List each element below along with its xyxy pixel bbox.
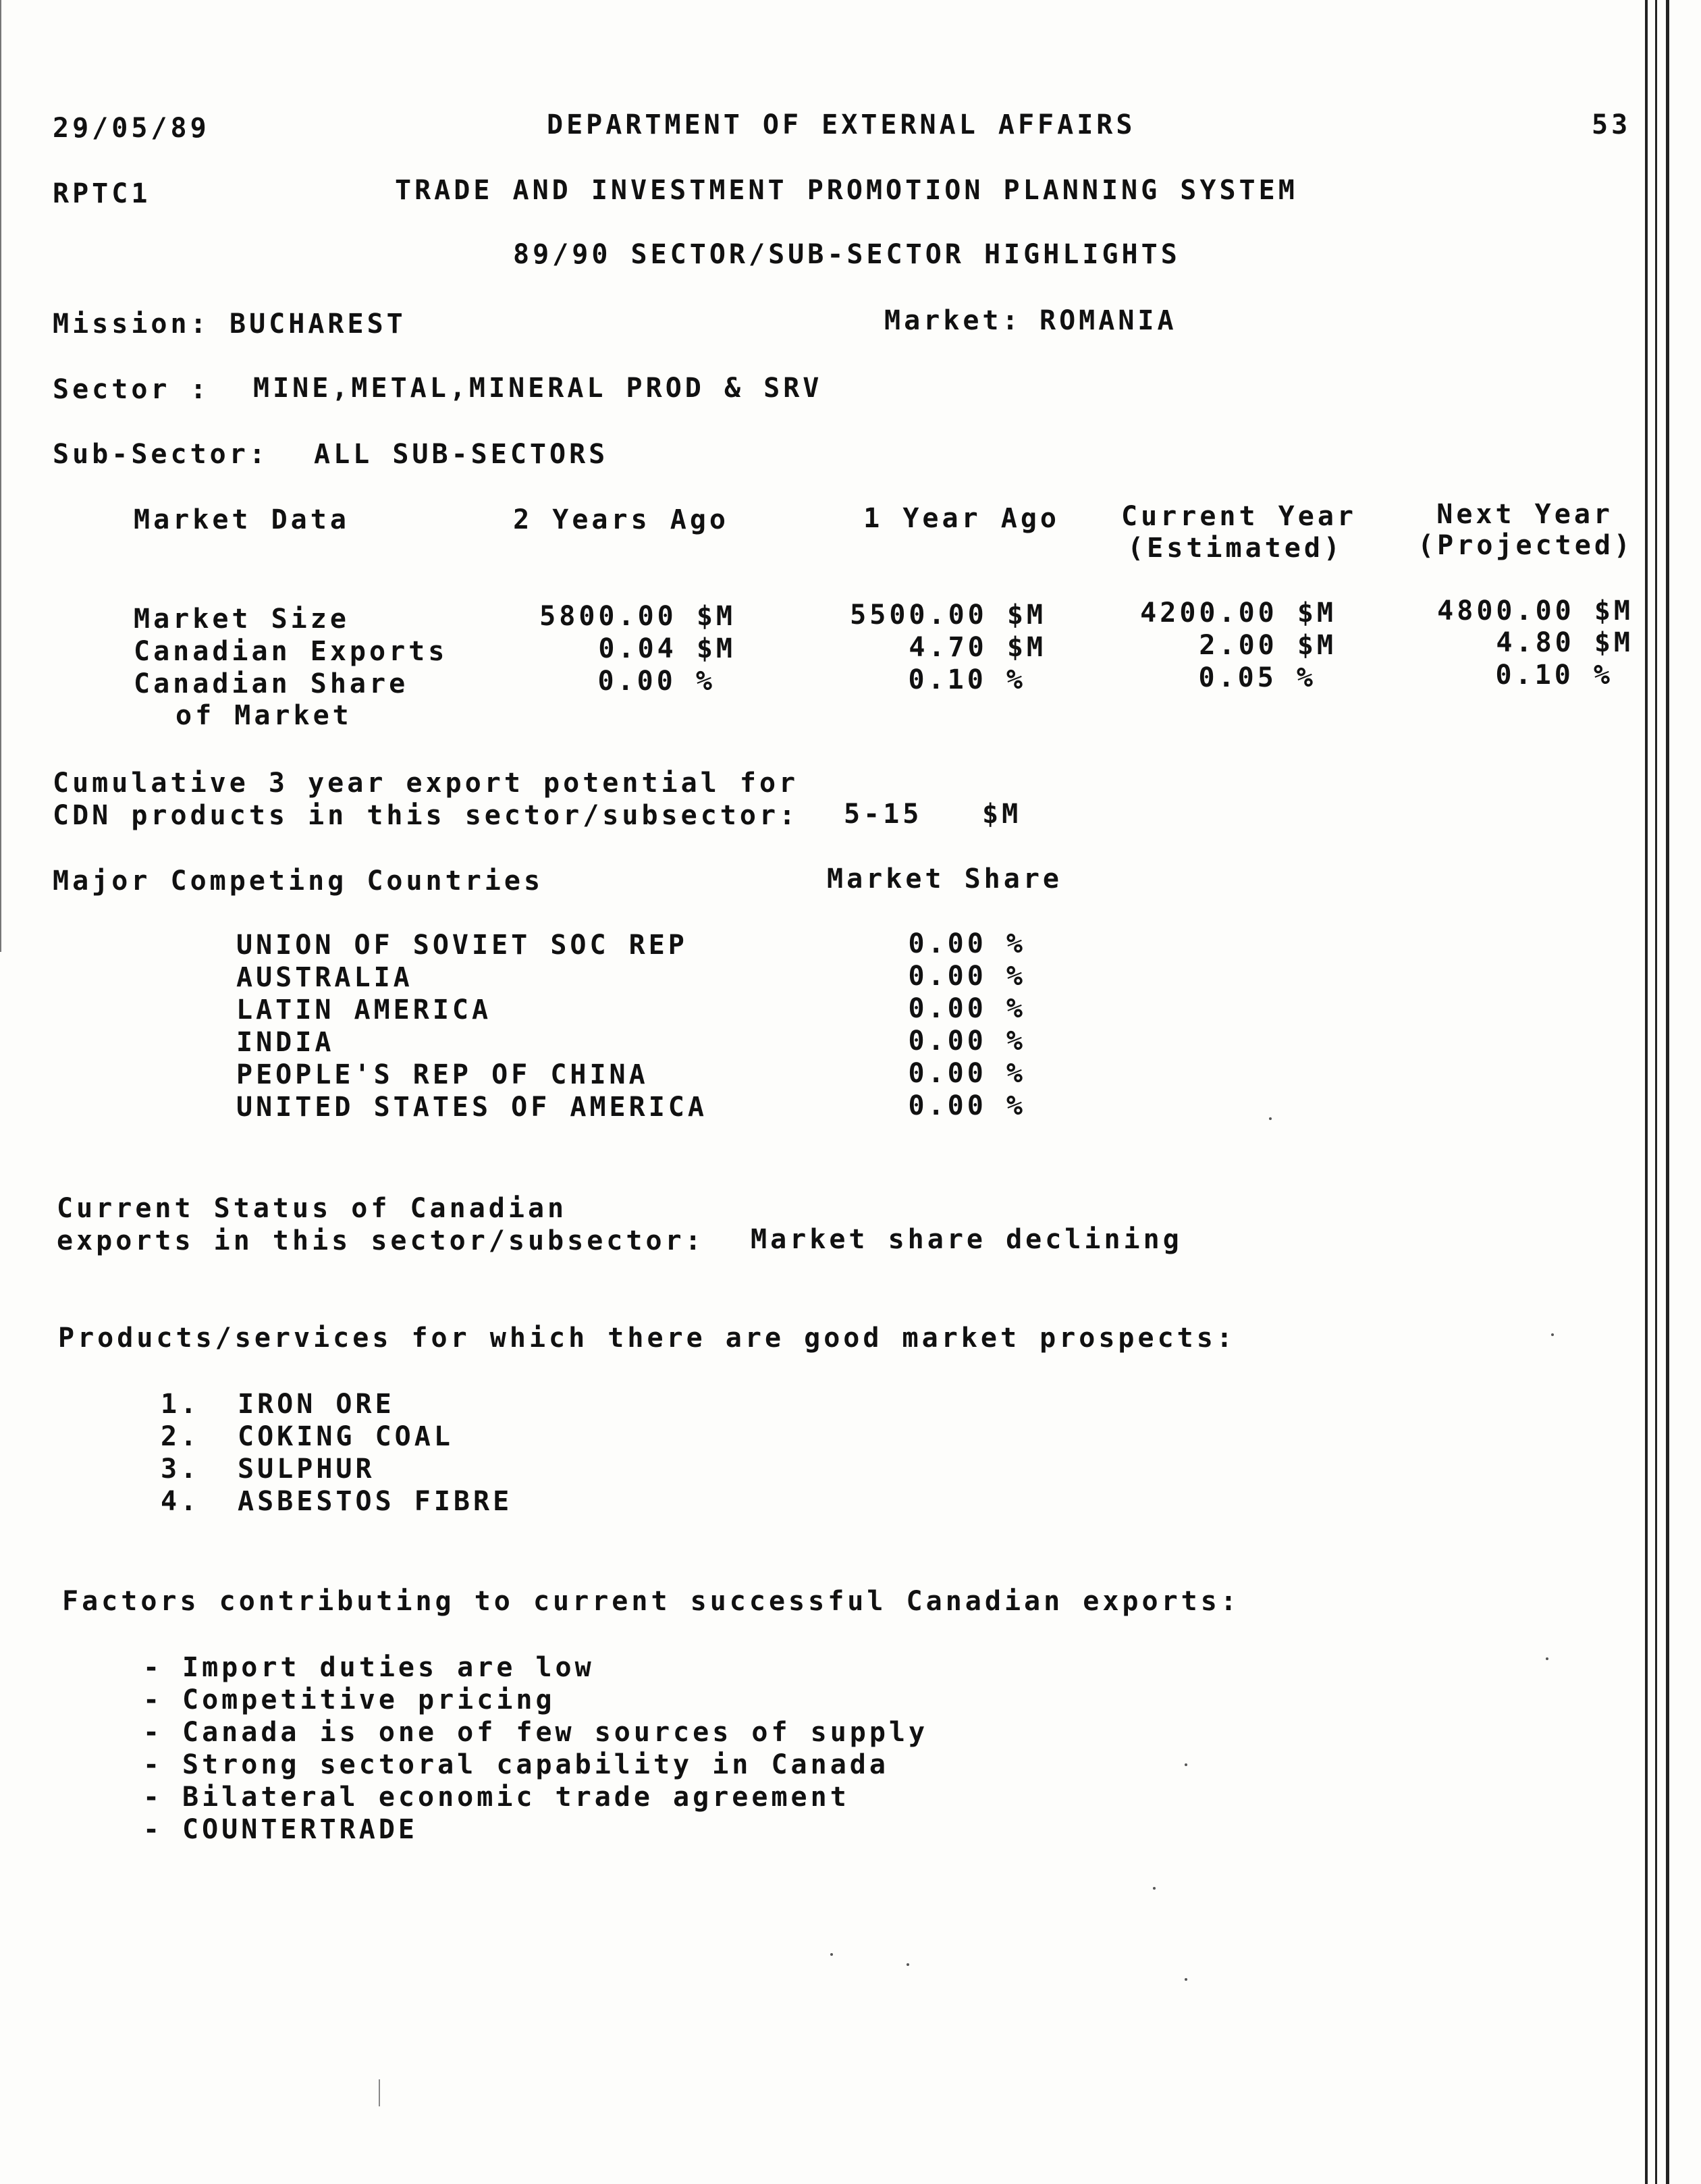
- market-value: ROMANIA: [1040, 305, 1177, 336]
- table-cell: 4200.00 $M: [1140, 597, 1336, 629]
- table-cell: 0.10 %: [908, 664, 1026, 695]
- mission-value: BUCHAREST: [230, 309, 406, 340]
- competitor-country: PEOPLE'S REP OF CHINA: [236, 1059, 649, 1090]
- export-potential-unit: $M: [982, 799, 1022, 830]
- export-potential-line2: CDN products in this sector/subsector:: [53, 800, 799, 831]
- product-name: SULPHUR: [238, 1454, 375, 1485]
- scan-edge-line: [1655, 0, 1657, 2184]
- sector-value: MINE,METAL,MINERAL PROD & SRV: [253, 373, 823, 404]
- scan-speck: [1185, 1978, 1187, 1981]
- factor-text: Strong sectoral capability in Canada: [182, 1749, 889, 1780]
- status-value: Market share declining: [751, 1224, 1183, 1255]
- col-header-1: 2 Years Ago: [513, 504, 729, 535]
- col-header-3: Current Year: [1121, 501, 1357, 532]
- product-number: 2.: [161, 1421, 200, 1452]
- table-cell: 4.80 $M: [1496, 627, 1634, 658]
- factor-text: COUNTERTRADE: [182, 1814, 418, 1845]
- market-data-heading: Market Data: [134, 504, 350, 535]
- product-name: ASBESTOS FIBRE: [238, 1486, 513, 1517]
- report-date: 29/05/89: [53, 113, 210, 144]
- row-label: Canadian Exports: [134, 636, 448, 667]
- status-line2: exports in this sector/subsector:: [57, 1225, 705, 1256]
- page-number: 53: [1592, 109, 1631, 140]
- row-label-continued: of Market: [176, 700, 352, 731]
- col-header-3-sub: (Estimated): [1127, 533, 1343, 564]
- col-header-4-sub: (Projected): [1418, 530, 1634, 561]
- competitor-share: 0.00 %: [908, 1026, 1026, 1057]
- factor-bullet: -: [143, 1782, 163, 1813]
- scan-edge-line: [0, 0, 1, 952]
- factor-bullet: -: [143, 1717, 163, 1748]
- competitor-share: 0.00 %: [908, 1090, 1026, 1121]
- factor-bullet: -: [143, 1684, 163, 1715]
- scan-edge-line: [1645, 0, 1648, 2184]
- competitor-share: 0.00 %: [908, 928, 1026, 959]
- sector-label: Sector :: [53, 374, 210, 405]
- competitor-country: LATIN AMERICA: [236, 994, 492, 1026]
- row-label: Market Size: [134, 604, 350, 635]
- scan-speck: [1551, 1333, 1554, 1336]
- product-number: 1.: [161, 1389, 200, 1420]
- col-header-4: Next Year: [1436, 499, 1613, 530]
- row-label: Canadian Share: [134, 668, 409, 699]
- competitor-share: 0.00 %: [908, 961, 1026, 992]
- report-subtitle: 89/90 SECTOR/SUB-SECTOR HIGHLIGHTS: [513, 239, 1181, 270]
- export-potential-line1: Cumulative 3 year export potential for: [53, 768, 799, 799]
- factor-text: Import duties are low: [182, 1652, 595, 1683]
- scan-speck: [1153, 1887, 1156, 1890]
- sub-sector-label: Sub-Sector:: [53, 439, 269, 470]
- product-number: 4.: [161, 1486, 200, 1517]
- scan-mark: [379, 2079, 380, 2106]
- competitor-country: UNITED STATES OF AMERICA: [236, 1092, 707, 1123]
- products-heading: Products/services for which there are good market prospects:: [58, 1323, 1236, 1354]
- table-cell: 0.05 %: [1198, 662, 1316, 693]
- competitors-heading: Major Competing Countries: [53, 865, 544, 897]
- competitor-country: INDIA: [236, 1027, 335, 1058]
- product-name: IRON ORE: [238, 1389, 395, 1420]
- product-name: COKING COAL: [238, 1421, 454, 1452]
- factors-heading: Factors contributing to current successful Canadian exports:: [62, 1586, 1240, 1617]
- system-title: TRADE AND INVESTMENT PROMOTION PLANNING SYSTEM: [395, 175, 1298, 206]
- table-cell: 2.00 $M: [1199, 630, 1336, 661]
- factor-bullet: -: [143, 1749, 163, 1780]
- scan-speck: [907, 1963, 909, 1966]
- table-cell: 5800.00 $M: [539, 601, 736, 632]
- factor-bullet: -: [143, 1814, 163, 1845]
- table-cell: 0.04 $M: [598, 633, 736, 664]
- scan-edge-line: [1666, 0, 1669, 2184]
- scan-speck: [1546, 1657, 1548, 1660]
- scan-speck: [830, 1953, 833, 1956]
- col-header-2: 1 Year Ago: [863, 503, 1060, 534]
- mission-label: Mission:: [53, 309, 210, 340]
- status-line1: Current Status of Canadian: [57, 1193, 568, 1224]
- competitor-country: UNION OF SOVIET SOC REP: [236, 930, 688, 961]
- product-number: 3.: [161, 1454, 200, 1485]
- table-cell: 4800.00 $M: [1437, 595, 1634, 627]
- sub-sector-value: ALL SUB-SECTORS: [314, 439, 609, 470]
- table-cell: 5500.00 $M: [850, 600, 1046, 631]
- table-cell: 4.70 $M: [909, 632, 1046, 663]
- factor-bullet: -: [143, 1652, 163, 1683]
- table-cell: 0.00 %: [597, 666, 716, 697]
- scan-speck: [1185, 1763, 1187, 1766]
- market-label: Market:: [884, 305, 1022, 336]
- competitor-share: 0.00 %: [908, 993, 1026, 1024]
- factor-text: Bilateral economic trade agreement: [182, 1782, 850, 1813]
- competitor-country: AUSTRALIA: [236, 962, 413, 993]
- scan-speck: [1269, 1117, 1272, 1120]
- table-cell: 0.10 %: [1495, 660, 1613, 691]
- market-share-heading: Market Share: [827, 863, 1062, 895]
- department-title: DEPARTMENT OF EXTERNAL AFFAIRS: [547, 109, 1136, 140]
- export-potential-value: 5-15: [844, 799, 923, 830]
- competitor-share: 0.00 %: [908, 1058, 1026, 1089]
- factor-text: Canada is one of few sources of supply: [182, 1717, 929, 1748]
- report-code: RPTC1: [53, 178, 151, 209]
- factor-text: Competitive pricing: [182, 1684, 556, 1715]
